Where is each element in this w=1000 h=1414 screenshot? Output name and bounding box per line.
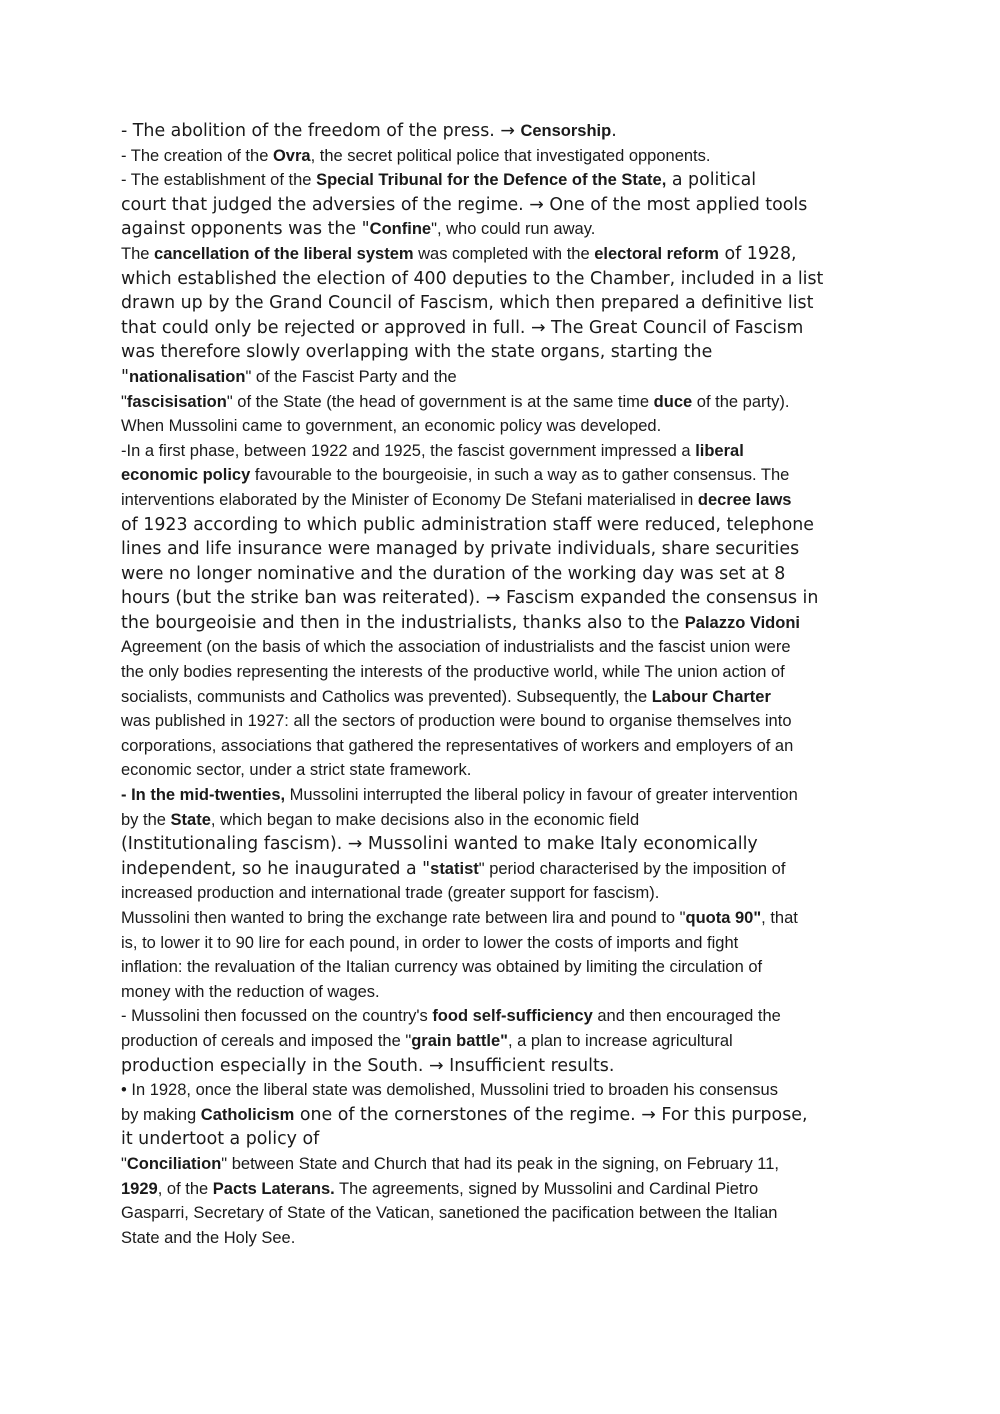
bold-text-run: Censorship — [520, 122, 612, 140]
bold-text-run: duce — [653, 392, 693, 411]
text-line — [121, 513, 886, 538]
bold-text-run: Labour Charter — [651, 687, 771, 706]
text-line — [121, 144, 886, 169]
text-run: was completed with the — [413, 244, 595, 263]
bold-text-run: liberal — [695, 441, 744, 460]
text-line — [121, 217, 886, 242]
text-run: - The establishment of the — [121, 171, 317, 190]
bold-text-run: State — [170, 810, 211, 829]
text-line — [121, 1004, 886, 1029]
text-run: socialists, communists and Catholics was prevented). Subsequently, the — [121, 687, 652, 706]
text-line — [121, 1078, 886, 1103]
text-run: the bourgeoisie and then in the industrialists, thanks also to the — [121, 612, 685, 633]
text-run: Gasparri, Secretary of State of the Vatican, sanetioned the pacification between the Italian — [121, 1204, 778, 1223]
text-line — [121, 832, 886, 857]
text-run: State and the Holy See. — [121, 1228, 296, 1247]
text-run: " — [121, 1154, 127, 1173]
text-run: hours (but the strike ban was reiterated). → Fascism expanded the consensus in — [121, 588, 819, 609]
text-run: , that — [761, 909, 798, 927]
text-run: " period characterised by the imposition of — [478, 859, 786, 878]
text-line — [121, 390, 886, 415]
text-run: that could only be rejected or approved in full. → The Great Council of Fascism — [121, 317, 804, 338]
bold-text-run: statist — [430, 859, 479, 878]
text-line — [121, 709, 886, 734]
text-line — [121, 685, 886, 710]
text-line — [121, 955, 886, 980]
text-run: " — [121, 366, 129, 387]
text-run: independent, so he inaugurated a " — [121, 858, 431, 879]
bold-text-run: grain battle" — [411, 1031, 508, 1050]
bold-text-run: Ovra — [272, 146, 311, 165]
text-run: - The abolition of the freedom of the press. → — [121, 121, 521, 141]
text-run: , which began to make decisions also in the economic field — [210, 810, 640, 829]
text-line — [121, 586, 886, 611]
text-line — [121, 758, 886, 783]
text-run: increased production and international trade (greater support for fascism). — [121, 884, 660, 903]
text-line — [121, 1201, 886, 1226]
text-run: " of the State (the head of government is at the same time — [226, 392, 654, 411]
text-line — [121, 267, 886, 292]
bold-text-run: decree laws — [697, 490, 792, 509]
text-run: one of the cornerstones of the regime. → For this purpose, — [294, 1104, 808, 1125]
text-run: . — [611, 121, 617, 141]
text-run: was published in 1927: all the sectors of production were bound to organise themselves into — [121, 712, 792, 731]
text-line — [121, 881, 886, 906]
bold-text-run: quota 90" — [685, 909, 762, 927]
text-run: production especially in the South. → Insufficient results. — [121, 1055, 615, 1076]
text-run: was therefore slowly overlapping with the state organs, starting the — [121, 342, 713, 363]
text-run: -In a first phase, between 1922 and 1925, the fascist government impressed a — [121, 441, 696, 460]
text-run: drawn up by the Grand Council of Fascism, which then prepared a definitive list — [121, 293, 814, 314]
text-line — [121, 1152, 886, 1177]
text-line — [121, 291, 886, 316]
text-line — [121, 783, 886, 808]
text-line — [121, 414, 886, 439]
text-line — [121, 980, 886, 1005]
bold-text-run: nationalisation — [129, 367, 246, 386]
text-run: of 1928, — [718, 243, 797, 264]
text-run: the only bodies representing the interests of the productive world, while The union action of — [121, 663, 785, 682]
text-run: (Institutionaling fascism). → Mussolini wanted to make Italy economically — [121, 834, 758, 855]
text-line — [121, 1103, 886, 1128]
text-run: production of cereals and imposed the " — [121, 1031, 412, 1050]
bold-text-run: Catholicism — [200, 1105, 295, 1124]
text-run: against opponents was the " — [121, 219, 370, 240]
text-run: " between State and Church that had its peak in the signing, on February 11, — [221, 1154, 780, 1173]
text-run: - The creation of the — [121, 146, 273, 165]
text-line — [121, 1029, 886, 1054]
bold-text-run: - In the mid-twenties, — [121, 786, 286, 805]
text-run: economic sector, under a strict state framework. — [121, 761, 472, 780]
bold-text-run: economic policy — [121, 466, 251, 485]
text-line — [121, 488, 886, 513]
text-run: by the — [121, 810, 171, 829]
text-line — [121, 857, 886, 882]
text-line — [121, 906, 886, 931]
text-run: and then encouraged the — [592, 1007, 781, 1026]
bold-text-run: food self-sufficiency — [432, 1007, 593, 1026]
text-line — [121, 365, 886, 390]
text-run: Mussolini then wanted to bring the exchange rate between lira and pound to " — [121, 909, 686, 927]
text-run: lines and life insurance were managed by private individuals, share securities — [121, 539, 800, 560]
text-run: Agreement (on the basis of which the association of industrialists and the fascist union were — [121, 638, 791, 657]
text-line — [121, 340, 886, 365]
text-run: it undertoot a policy of — [121, 1129, 320, 1150]
bold-text-run: Confine — [369, 220, 432, 239]
text-run: , a plan to increase agricultural — [507, 1031, 733, 1050]
text-line — [121, 316, 886, 341]
text-run: ", who could run away. — [431, 220, 596, 239]
text-run: favourable to the bourgeoisie, in such a way as to gather consensus. The — [250, 466, 790, 485]
text-run: The — [121, 244, 155, 263]
text-run: of the party). — [692, 392, 790, 411]
text-line — [121, 1177, 886, 1202]
bold-text-run: 1929 — [121, 1179, 158, 1198]
text-run: , the secret political police that investigated opponents. — [310, 146, 711, 165]
bold-text-run: fascisisation — [126, 392, 227, 411]
text-line — [121, 611, 886, 636]
text-line — [121, 562, 886, 587]
text-line — [121, 168, 886, 193]
text-run: were no longer nominative and the duration of the working day was set at 8 — [121, 563, 786, 584]
text-line — [121, 537, 886, 562]
text-line — [121, 635, 886, 660]
text-run: - Mussolini then focussed on the country's — [121, 1007, 433, 1026]
text-run: a political — [666, 170, 757, 191]
text-run: which established the election of 400 deputies to the Chamber, included in a list — [121, 268, 824, 289]
text-run: The agreements, signed by Mussolini and Cardinal Pietro — [334, 1179, 759, 1198]
text-run: " — [121, 392, 127, 411]
text-run: interventions elaborated by the Minister of Economy De Stefani materialised in — [121, 490, 698, 509]
text-line — [121, 734, 886, 759]
text-run: , of the — [157, 1179, 213, 1198]
text-run: When Mussolini came to government, an economic policy was developed. — [121, 417, 662, 436]
text-run: • In 1928, once the liberal state was demolished, Mussolini tried to broaden his consensus — [121, 1081, 778, 1100]
text-line — [121, 242, 886, 267]
text-run: corporations, associations that gathered the representatives of workers and employers of an — [121, 736, 794, 755]
text-run: is, to lower it to 90 lire for each pound, in order to lower the costs of imports and fight — [121, 933, 739, 952]
document-body — [121, 119, 886, 1250]
text-run: money with the reduction of wages. — [121, 982, 380, 1001]
text-line — [121, 119, 886, 144]
text-line — [121, 193, 886, 218]
bold-text-run: Conciliation — [126, 1154, 222, 1173]
text-run: by making — [121, 1105, 201, 1124]
text-line — [121, 439, 886, 464]
text-line — [121, 1127, 886, 1152]
text-run: of 1923 according to which public administration staff were reduced, telephone — [121, 514, 814, 535]
text-line — [121, 1054, 886, 1079]
text-line — [121, 463, 886, 488]
bold-text-run: cancellation of the liberal system — [154, 244, 414, 263]
text-line — [121, 1226, 886, 1251]
bold-text-run: Special Tribunal for the Defence of the State, — [316, 171, 667, 190]
bold-text-run: Palazzo Vidoni — [684, 613, 800, 632]
bold-text-run: Pacts Laterans. — [212, 1179, 335, 1198]
text-line — [121, 660, 886, 685]
text-line — [121, 931, 886, 956]
text-run: " of the Fascist Party and the — [245, 367, 457, 386]
text-run: Mussolini interrupted the liberal policy in favour of greater intervention — [285, 786, 798, 805]
text-run: court that judged the adversies of the regime. → One of the most applied tools — [121, 194, 808, 215]
bold-text-run: electoral reform — [594, 244, 719, 263]
text-line — [121, 808, 886, 833]
text-run: inflation: the revaluation of the Italian currency was obtained by limiting the circulation of — [121, 958, 763, 977]
